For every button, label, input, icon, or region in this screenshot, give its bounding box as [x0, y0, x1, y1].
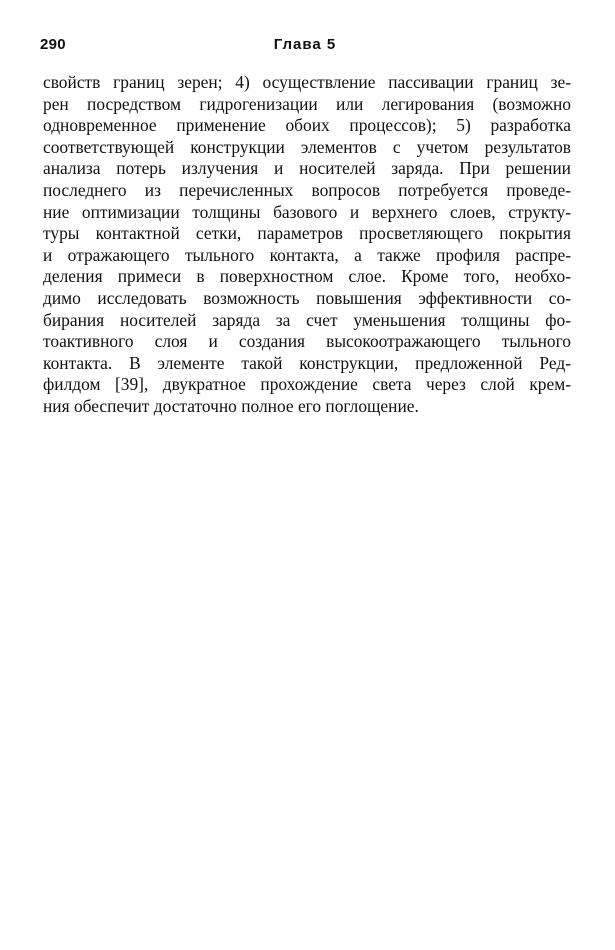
page-number: 290: [40, 36, 66, 53]
text-line: туры контактной сетки, параметров просветляющего покрытия: [43, 223, 571, 244]
text-line: контакта. В элементе такой конструкции, предложенной Ред-: [43, 352, 571, 373]
text-line: соответствующей конструкции элементов с учетом результатов: [43, 136, 571, 157]
chapter-title: Глава 5: [273, 36, 337, 53]
running-head: [40, 36, 570, 58]
text-line: рен посредством гидрогенизации или легирования (возможно: [43, 93, 571, 114]
text-line: ния обеспечит достаточно полное его поглощение.: [43, 395, 419, 416]
text-line: филдом [39], двукратное прохождение света через слой крем-: [43, 374, 571, 395]
text-line: димо исследовать возможность повышения эффективности со-: [43, 287, 571, 308]
text-line: и отражающего тыльного контакта, а также профиля распре-: [43, 244, 571, 265]
text-line: одновременное применение обоих процессов); 5) разработка: [43, 115, 571, 136]
text-line: бирания носителей заряда за счет уменьшения толщины фо-: [43, 309, 571, 330]
text-line: последнего из перечисленных вопросов потребуется проведе-: [43, 179, 571, 200]
text-line: анализа потерь излучения и носителей заряда. При решении: [43, 158, 571, 179]
text-line: ние оптимизации толщины базового и верхнего слоев, структу-: [43, 201, 571, 222]
text-line: деления примеси в поверхностном слое. Кроме того, необхо-: [43, 266, 571, 287]
body-paragraph: [43, 72, 571, 418]
text-line: тоактивного слоя и создания высокоотражающего тыльного: [43, 331, 571, 352]
text-line: свойств границ зерен; 4) осуществление пассивации границ зе-: [43, 72, 571, 92]
